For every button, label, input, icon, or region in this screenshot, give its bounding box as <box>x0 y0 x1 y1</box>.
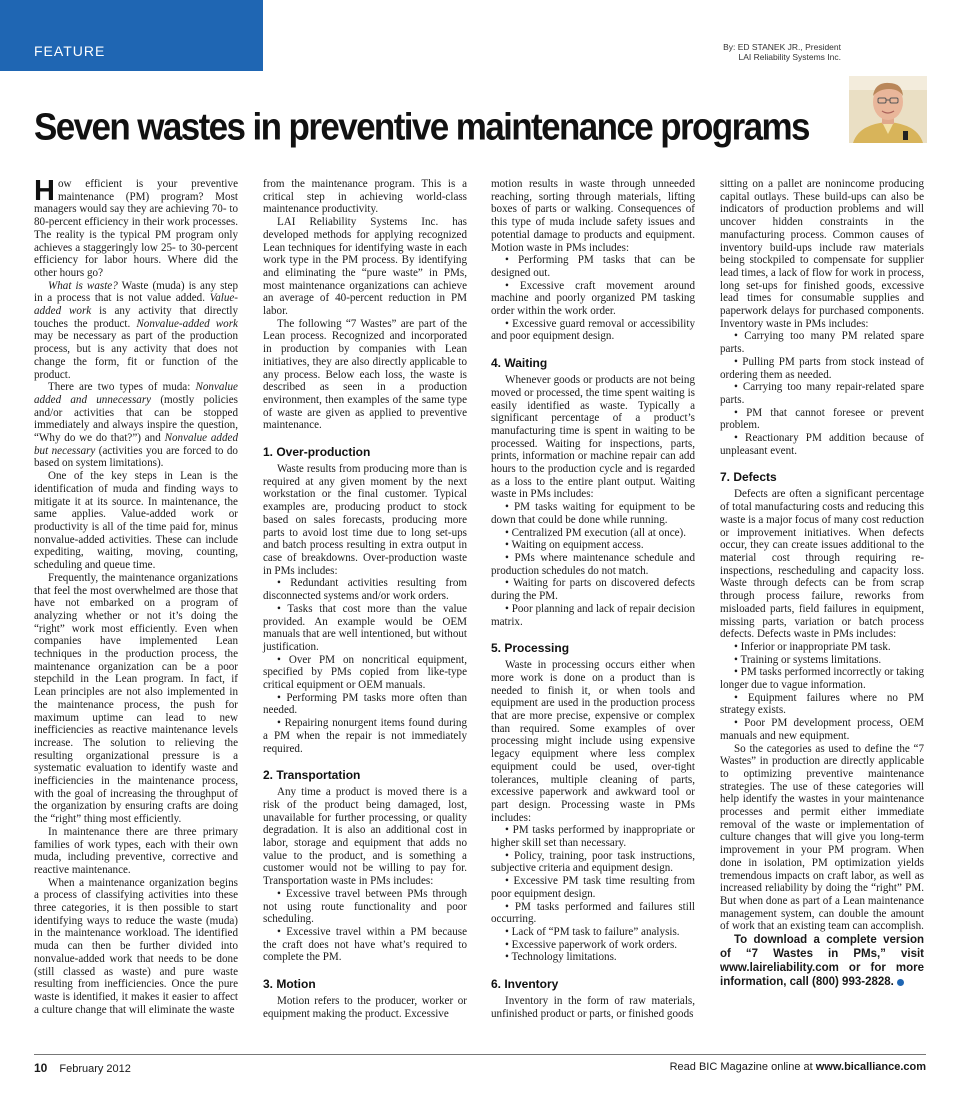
bullet-item: • PMs where maintenance schedule and production schedules do not match. <box>491 551 695 577</box>
body-paragraph: Motion refers to the producer, worker or equipment making the product. Excessive <box>263 995 467 1020</box>
bullet-item: • PM tasks performed incorrectly or taking longer due to vague information. <box>720 666 924 692</box>
end-mark-icon <box>897 979 904 986</box>
bullet-item: • Excessive craft movement around machine and poorly organized PM tasking order within the work order. <box>491 279 695 318</box>
bullet-item: • Repairing nonurgent items found during a PM when the repair is not immediately required. <box>263 717 467 755</box>
bullet-item: • PM tasks waiting for equipment to be down that could be done while running. <box>491 501 695 526</box>
drop-cap: H <box>34 175 55 207</box>
bullet-item: • Poor PM development process, OEM manuals and new equipment. <box>720 717 924 742</box>
bullet-item: • Tasks that cost more than the value provided. An example would be OEM manuals that are well intentioned, but without justification. <box>263 602 467 653</box>
section-heading: 5. Processing <box>491 641 570 656</box>
bullet-item: • Excessive guard removal or accessibility and poor equipment design. <box>491 317 695 343</box>
column-3 <box>491 178 695 1020</box>
section-banner <box>0 0 263 71</box>
body-paragraph: Waste in processing occurs either when more work is done on a product than is needed to finish it, or when tools and equipment are used in the production process that are more precise, expensive or complex than required. Some examples of over processing might include using expensive legacy equipment where less complex equipment could be used, over-tight tolerances, multiple cleaning of parts, excessive paperwork and awkward tool or part design. Processing waste in PMs includes: <box>491 659 695 824</box>
bullet-item: • Excessive travel within a PM because the craft does not have what’s required to complete the PM. <box>263 925 467 964</box>
body-paragraph: from the maintenance program. This is a critical step in achieving world-class maintenance productivity. <box>263 178 467 216</box>
body-paragraph: Inventory in the form of raw materials, unfinished product or parts, or finished goods <box>491 995 695 1020</box>
body-paragraph: There are two types of muda: Nonvalue added and unnecessary (mostly policies and/or activities that can be stopped immediately and always inspire the question, “Why do we do that?”) and Nonvalue added but necessary (activities you are forced to do based on system limitations). <box>34 381 239 470</box>
bullet-item: • Training or systems limitations. <box>734 653 882 666</box>
bullet-item: • Over PM on noncritical equipment, specified by PMs copied from like-type critical equipment or OEM manuals. <box>263 653 467 692</box>
bullet-item: • PM tasks performed by inappropriate or higher skill set than necessary. <box>491 824 695 850</box>
author-photo <box>849 76 927 143</box>
body-paragraph: What is waste? Waste (muda) is any step in a process that is not value added. Value-added work is any activity that directly touches the product. Nonvalue-added work may be necessary as part of the production process, but is any activity that does not change the form, fit or function of the product. <box>34 279 238 381</box>
page-number: 10 <box>34 1061 48 1075</box>
bullet-item: • Lack of “PM task to failure” analysis. <box>505 925 680 938</box>
bullet-item: • Performing PM tasks more often than needed. <box>263 691 467 717</box>
bullet-item: • Performing PM tasks that can be designed out. <box>491 254 695 279</box>
footer-right <box>670 1061 926 1073</box>
bullet-item: • PM that cannot foresee or prevent problem. <box>720 406 924 432</box>
bullet-item: • Equipment failures where no PM strategy exists. <box>720 691 924 717</box>
column-2 <box>263 178 467 1020</box>
body-paragraph: Frequently, the maintenance organizations that feel the most overwhelmed are those that have not embarked on a program of analyzing whether or not it’s doing the “right” work most efficiently. Even when companies have implemented Lean techniques in the production process, the maintenance organization can be a poor stepchild in the Lean program. In fact, if Lean principles are not also implemented in the maintenance process, the push for maximum uptime can lead to new inefficiencies as reactive maintenance levels increase. The solution to relieving the resulting organizational pressure is a systematic evaluation to identify waste and inefficiencies in the maintenance process, with the goal of increasing the throughput of the organization by ensuring crafts are doing the “right” thing most efficiently. <box>34 571 238 826</box>
bullet-item: • Excessive travel between PMs through not using route functionality and poor scheduling. <box>263 887 467 926</box>
bullet-item: • Policy, training, poor task instructions, subjective criteria and equipment design. <box>491 849 695 875</box>
byline-author: By: ED STANEK JR., President <box>723 42 841 52</box>
bullet-item: • Carrying too many repair-related spare parts. <box>720 381 924 406</box>
byline-company: LAI Reliability Systems Inc. <box>738 52 841 62</box>
bullet-item: • Reactionary PM addition because of unpleasant event. <box>720 432 924 457</box>
bullet-item: • Inferior or inappropriate PM task. <box>734 640 891 653</box>
body-paragraph: Defects are often a significant percentage of total manufacturing costs and reducing this waste is a major focus of many cost reduction or improvement initiatives. When defects occur, they can create issues additional to the material cost through requiring re-inspections, rescheduling and capacity loss. Waste through defects can be from scrap through process failure, reworks from misloaded parts, field failures in equipment, missing parts, variation or batch process defects. Defects waste in PMs includes: <box>720 488 924 641</box>
body-paragraph: Waste results from producing more than is required at any given moment by the next workstation or the final customer. Typical examples are, producing product to stock based on sales forecasts, producing more parts to avoid lost time due to long set-ups and batch process resulting in extra output in case of breakdowns. Over-production waste in PMs includes: <box>263 463 467 577</box>
bullet-item: • Pulling PM parts from stock instead of ordering them as needed. <box>720 355 924 381</box>
section-heading: 1. Over-production <box>263 445 371 460</box>
bullet-item: • Waiting on equipment access. <box>505 539 644 552</box>
column-1 <box>34 175 239 1016</box>
bullet-item: • Poor planning and lack of repair decision matrix. <box>491 602 695 628</box>
column-4 <box>720 178 924 989</box>
headline: Seven wastes in preventive maintenance programs <box>34 106 809 149</box>
section-heading: 6. Inventory <box>491 977 559 992</box>
body-paragraph: When a maintenance organization begins a process of classifying activities into these three categories, it is then possible to start identifying ways to reduce the waste (muda) in the maintenance workload. The identified muda can then be further divided into nonvalue-added work that needs to be done (still classed as waste) and pure waste resulting from inefficiencies. Once the pure waste is identified, it makes it easier to affect a culture change that will eliminate the waste <box>34 876 238 1016</box>
footer-link[interactable]: www.bicalliance.com <box>815 1061 926 1073</box>
issue-date: February 2012 <box>59 1063 131 1075</box>
bullet-item: • Centralized PM execution (all at once). <box>505 526 687 539</box>
section-heading: 3. Motion <box>263 977 316 992</box>
byline <box>723 42 841 62</box>
section-heading: 2. Transportation <box>263 768 361 783</box>
section-heading: 7. Defects <box>720 470 777 485</box>
footer-online-text: Read BIC Magazine online at <box>669 1061 816 1073</box>
body-paragraph: Any time a product is moved there is a risk of the product being damaged, lost, unavailable for further processing, or quality degradation. It is also an additional cost in labor, storage and equipment that adds no value to the product, and is something a customer would not be willing to pay for. Transportation waste in PMs includes: <box>263 786 467 888</box>
body-paragraph: LAI Reliability Systems Inc. has developed methods for applying recognized Lean techniques for identifying waste in each work type in the PM process. By identifying and eliminating the “pure waste” in PMs, most maintenance organizations can achieve an average of 40-percent reduction in PM labor. <box>263 216 467 318</box>
bullet-item: • Technology limitations. <box>505 951 617 964</box>
bullet-item: • Redundant activities resulting from disconnected systems and/or work orders. <box>263 577 467 603</box>
bullet-item: • Waiting for parts on discovered defects during the PM. <box>491 577 695 603</box>
body-paragraph: motion results in waste through unneeded reaching, sorting through materials, lifting boxes of parts or walking. Consequences of this type of muda include safety issues and potential damage to products and equipment. Motion waste in PMs includes: <box>491 178 695 254</box>
section-label: FEATURE <box>34 43 106 59</box>
footer-left <box>34 1061 131 1075</box>
body-paragraph: In maintenance there are three primary families of work types, each with their own muda, including preventive, corrective and reactive maintenance. <box>34 825 238 876</box>
footer-divider <box>34 1054 926 1055</box>
intro-paragraph: How efficient is your preventive maintenance (PM) program? Most managers would say they are achieving 70- to 80-percent efficiency in their work processes. The reality is the typical PM program only achieves a staggeringly low 25- to 30-percent efficiency for labor hours. Where did the other hours go? <box>34 175 238 279</box>
bullet-item: • Excessive PM task time resulting from poor equipment design. <box>491 875 695 900</box>
body-paragraph: Whenever goods or products are not being moved or processed, the time spent waiting is easily identified as waste. Typically a significant percentage of a product’s manufacturing time is spent in waiting to be processed. Waiting for inspections, parts, prints, information or machine repair can add hours to the production cycle and is regarded as a loss to the entire plant output. Waiting waste in PMs includes: <box>491 374 695 501</box>
bullet-item: • Carrying too many PM related spare parts. <box>720 330 924 356</box>
section-heading: 4. Waiting <box>491 356 548 371</box>
body-paragraph: So the categories as used to define the “7 Wastes” in production are directly applicable to optimizing preventive maintenance strategies. The use of these categories will help identify the wastes in your maintenance processes and permit either immediate removal of the waste or implementation of culture changes that will give you long-term improvement in your PM program. When done in isolation, PM optimization yields tremendous impacts on craft labor, as well as increased reliability by doing the “right” PM. But when done as part of a Lean maintenance management system, can double the amount of work that an existing team can accomplish. <box>720 742 924 933</box>
body-paragraph: One of the key steps in Lean is the identification of muda and finding ways to mitigate it at its source. In maintenance, the same applies. Value-added work or productivity is all of the time paid for, minus nonvalue-added activities. These can include expediting, waiting, moving, counting, scheduling and queue time. <box>34 470 238 572</box>
bullet-item: • Excessive paperwork of work orders. <box>505 938 678 951</box>
body-paragraph: The following “7 Wastes” are part of the Lean process. Recognized and incorporated in production by companies with Lean initiatives, they are also directly applicable to any process. Below each loss, the waste is described as seen in a production environment, then examples of the same type of waste are given as applied to preventive maintenance. <box>263 317 467 432</box>
bullet-item: • PM tasks performed and failures still occurring. <box>491 900 695 926</box>
download-callout: To download a complete version of “7 Wastes in PMs,” visit www.laireliability.com or for more information, call (800) 993-2828. <box>720 934 924 989</box>
body-paragraph: sitting on a pallet are nonincome producing capital outlays. These build-ups can also be indicators of production problems and will uncover hidden constraints in the manufacturing process. Common causes of inventory build-ups include raw materials being stockpiled to compensate for supplier lead times, a lack of flow for work in process, long set-ups for finished goods, excessive lead times for consumable supplies and paperwork delays for purchased components. Inventory waste in PMs includes: <box>720 178 924 330</box>
